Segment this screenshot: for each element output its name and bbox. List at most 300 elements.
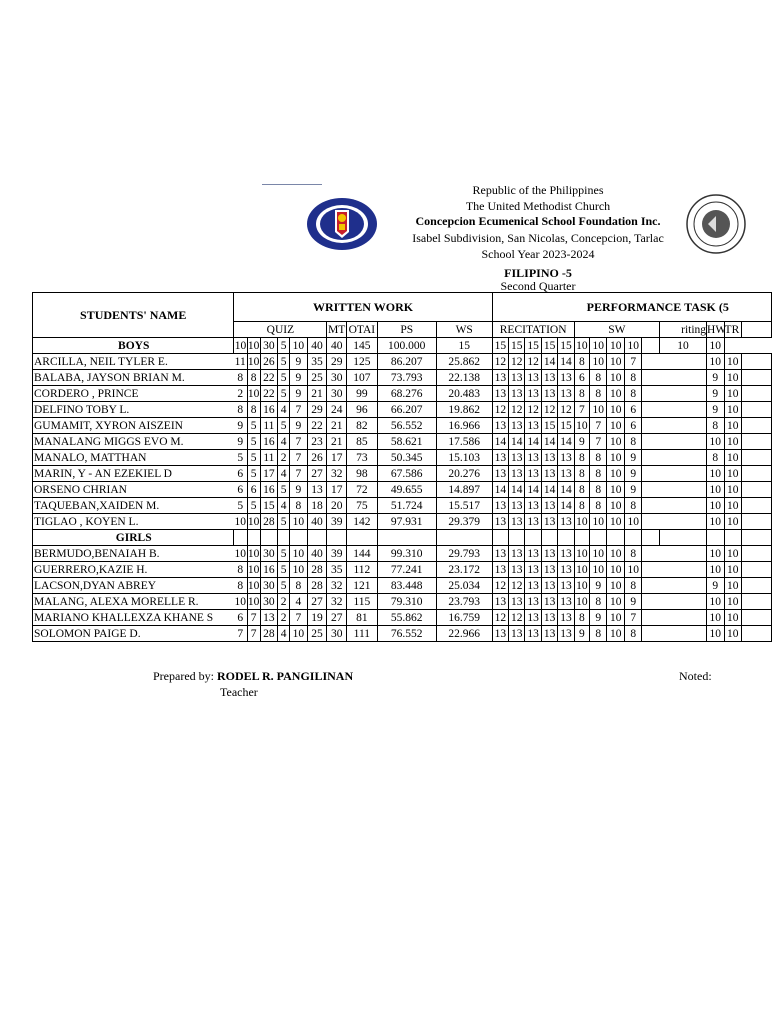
hps-cell: 5 <box>278 338 290 354</box>
score-cell: 142 <box>347 514 378 530</box>
score-cell: 2 <box>234 386 247 402</box>
score-cell: 13 <box>260 610 278 626</box>
score-cell: 13 <box>541 562 557 578</box>
score-cell: 7 <box>290 434 308 450</box>
score-cell: 26 <box>307 450 327 466</box>
hw-header: HW <box>707 323 727 336</box>
table-row <box>33 546 772 562</box>
score-cell: 13 <box>525 370 541 386</box>
score-cell: 13 <box>307 482 327 498</box>
deped-seal-icon <box>305 196 379 252</box>
empty-cell <box>742 418 772 434</box>
score-cell: 10 <box>724 450 742 466</box>
score-cell: 13 <box>558 594 574 610</box>
score-cell: 13 <box>492 466 508 482</box>
hps-cell: 15 <box>525 338 541 354</box>
score-cell: 30 <box>327 386 347 402</box>
score-cell: 7 <box>247 610 260 626</box>
hps-cell: 10 <box>576 339 588 352</box>
score-cell: 10 <box>707 434 725 450</box>
score-cell: 76.552 <box>377 626 436 642</box>
score-cell: 8 <box>589 594 607 610</box>
writing-header: riting <box>659 322 706 338</box>
score-cell: 7 <box>290 466 308 482</box>
ps-header: PS <box>377 322 436 338</box>
empty-cell <box>492 530 508 546</box>
score-cell: 58.621 <box>377 434 436 450</box>
score-cell <box>659 386 706 402</box>
hps-cell: 10 <box>234 339 247 352</box>
score-cell <box>659 610 706 626</box>
score-cell: 12 <box>492 578 508 594</box>
empty-cell <box>377 530 436 546</box>
score-cell: 98 <box>347 466 378 482</box>
score-cell: 23 <box>307 434 327 450</box>
score-cell: 13 <box>509 562 525 578</box>
score-cell: 15.517 <box>436 498 492 514</box>
score-cell: 35 <box>307 354 327 370</box>
score-cell: 10 <box>290 562 308 578</box>
score-cell: 22.138 <box>436 370 492 386</box>
score-cell: 13 <box>541 594 557 610</box>
empty-cell <box>659 530 706 546</box>
score-cell: 8 <box>589 626 607 642</box>
score-cell: 9 <box>234 418 247 434</box>
grades-body <box>33 338 772 642</box>
empty-cell <box>742 594 772 610</box>
score-cell: 10 <box>247 579 260 592</box>
mt-header: MT <box>328 323 346 336</box>
score-cell: 10 <box>624 562 642 578</box>
score-cell: 5 <box>247 466 260 482</box>
score-cell: 10 <box>724 402 742 418</box>
score-cell: 99.310 <box>377 546 436 562</box>
score-cell: 13 <box>525 546 541 562</box>
score-cell: 13 <box>558 370 574 386</box>
score-cell: 8 <box>589 482 607 498</box>
student-name: MALANG, ALEXA MORELLE R. <box>33 594 234 610</box>
score-cell: 8 <box>234 370 247 386</box>
score-cell: 28 <box>260 514 278 530</box>
score-cell: 13 <box>492 514 508 530</box>
score-cell: 9 <box>574 434 589 450</box>
score-cell: 67.586 <box>377 466 436 482</box>
score-cell: 8 <box>624 370 642 386</box>
header-address: Isabel Subdivision, San Nicolas, Concepcion, Tarlac <box>412 231 664 245</box>
hps-cell: 10 <box>247 339 260 352</box>
score-cell: 13 <box>541 386 557 402</box>
score-cell: 9 <box>707 370 725 386</box>
empty-cell <box>436 530 492 546</box>
score-cell: 9 <box>707 578 725 594</box>
score-cell: 8 <box>624 626 642 642</box>
score-cell: 6 <box>234 466 247 482</box>
recitation-header: RECITATION <box>492 322 574 338</box>
score-cell: 10 <box>707 498 725 514</box>
score-cell: 10 <box>290 546 308 562</box>
score-cell: 13 <box>509 546 525 562</box>
score-cell: 10 <box>247 563 260 576</box>
student-name: MARIN, Y - AN EZEKIEL D <box>33 466 234 482</box>
score-cell <box>642 578 660 594</box>
score-cell: 10 <box>707 546 725 562</box>
score-cell: 8 <box>574 610 589 626</box>
subject-title: FILIPINO -5 <box>504 266 572 280</box>
score-cell: 73.793 <box>377 370 436 386</box>
score-cell: 11 <box>234 355 246 368</box>
score-cell: 19.862 <box>436 402 492 418</box>
score-cell: 10 <box>607 514 625 530</box>
score-cell <box>659 450 706 466</box>
score-cell: 8 <box>574 354 589 370</box>
score-cell: 13 <box>492 546 508 562</box>
score-cell: 13 <box>492 562 508 578</box>
teacher-name: RODEL R. PANGILINAN <box>217 669 354 683</box>
score-cell <box>659 354 706 370</box>
table-row <box>33 482 772 498</box>
score-cell: 11 <box>260 418 278 434</box>
score-cell: 12 <box>509 578 525 594</box>
score-cell: 5 <box>247 498 260 514</box>
score-cell: 10 <box>724 578 742 594</box>
score-cell: 7 <box>234 626 247 642</box>
score-cell: 14 <box>558 434 574 450</box>
score-cell: 29 <box>327 354 347 370</box>
score-cell: 40 <box>307 514 327 530</box>
score-cell: 8 <box>247 370 260 386</box>
score-cell: 12 <box>525 402 541 418</box>
table-row <box>33 450 772 466</box>
blank-header <box>742 322 772 338</box>
hps-cell: 40 <box>327 338 347 354</box>
grade-sheet <box>32 292 768 652</box>
empty-cell <box>742 530 772 546</box>
score-cell: 13 <box>525 418 541 434</box>
score-cell: 25.862 <box>436 354 492 370</box>
table-row <box>33 434 772 450</box>
score-cell: 17 <box>260 466 278 482</box>
header-school-year: School Year 2023-2024 <box>481 247 595 261</box>
score-cell: 19 <box>307 610 327 626</box>
score-cell: 13 <box>541 610 557 626</box>
girls-label: GIRLS <box>33 530 234 546</box>
student-name: LACSON,DYAN ABREY <box>33 578 234 594</box>
student-name: SOLOMON PAIGE D. <box>33 626 234 642</box>
score-cell <box>659 434 706 450</box>
table-row <box>33 578 772 594</box>
score-cell: 15.103 <box>436 450 492 466</box>
score-cell: 30 <box>260 546 278 562</box>
empty-cell <box>742 578 772 594</box>
score-cell: 13 <box>509 514 525 530</box>
score-cell: 14 <box>492 434 508 450</box>
hps-cell: 10 <box>589 338 607 354</box>
score-cell: 9 <box>589 578 607 594</box>
score-cell: 12 <box>558 402 574 418</box>
score-cell: 10 <box>607 594 625 610</box>
noted-label: Noted: <box>679 669 712 683</box>
score-cell <box>659 546 706 562</box>
score-cell: 13 <box>541 450 557 466</box>
score-cell: 13 <box>558 562 574 578</box>
score-cell: 10 <box>589 562 607 578</box>
score-cell: 4 <box>278 626 290 642</box>
score-cell: 12 <box>492 354 508 370</box>
score-cell: 10 <box>707 610 725 626</box>
score-cell: 13 <box>509 498 525 514</box>
score-cell: 4 <box>278 402 290 418</box>
empty-cell <box>347 530 378 546</box>
score-cell: 10 <box>607 578 625 594</box>
score-cell: 20 <box>327 498 347 514</box>
score-cell: 10 <box>290 626 308 642</box>
score-cell: 25.034 <box>436 578 492 594</box>
score-cell <box>642 482 660 498</box>
student-name: TAQUEBAN,XAIDEN M. <box>33 498 234 514</box>
score-cell: 13 <box>558 546 574 562</box>
hps-cell: 10 <box>290 338 308 354</box>
score-cell: 13 <box>525 594 541 610</box>
table-row <box>33 562 772 578</box>
score-cell: 5 <box>278 482 290 498</box>
score-cell: 14 <box>558 354 574 370</box>
teacher-role: Teacher <box>220 685 258 699</box>
score-cell: 10 <box>707 482 725 498</box>
score-cell: 10 <box>724 498 742 514</box>
score-cell: 14 <box>541 434 557 450</box>
score-cell: 12 <box>492 402 508 418</box>
score-cell: 10 <box>247 387 260 400</box>
score-cell: 13 <box>541 626 557 642</box>
score-cell: 13 <box>509 450 525 466</box>
table-row <box>33 626 772 642</box>
score-cell: 10 <box>607 354 625 370</box>
score-cell: 12 <box>509 610 525 626</box>
score-cell: 7 <box>589 418 607 434</box>
score-cell: 10 <box>247 595 260 608</box>
score-cell <box>642 546 660 562</box>
empty-cell <box>742 370 772 386</box>
score-cell <box>642 466 660 482</box>
sw-header: SW <box>574 322 659 338</box>
score-cell <box>642 594 660 610</box>
score-cell: 83.448 <box>377 578 436 594</box>
score-cell: 10 <box>290 514 308 530</box>
student-name: MARIANO KHALLEXZA KHANE S <box>33 610 234 626</box>
score-cell: 13 <box>492 418 508 434</box>
score-cell: 10 <box>576 563 588 576</box>
score-cell <box>659 578 706 594</box>
score-cell: 13 <box>492 498 508 514</box>
empty-cell <box>327 530 347 546</box>
total-header: OTAI <box>347 322 378 338</box>
student-name: TIGLAO , KOYEN L. <box>33 514 234 530</box>
score-cell: 9 <box>290 418 308 434</box>
score-cell: 16 <box>260 402 278 418</box>
score-cell: 24 <box>327 402 347 418</box>
empty-cell <box>742 386 772 402</box>
empty-cell <box>541 530 557 546</box>
score-cell: 81 <box>347 610 378 626</box>
score-cell: 22 <box>307 418 327 434</box>
hps-cell <box>642 338 660 354</box>
score-cell: 115 <box>347 594 378 610</box>
score-cell: 27 <box>307 466 327 482</box>
score-cell: 13 <box>509 386 525 402</box>
student-name: DELFINO TOBY L. <box>33 402 234 418</box>
score-cell: 10 <box>589 514 607 530</box>
score-cell: 125 <box>347 354 378 370</box>
girls-row <box>33 530 772 546</box>
score-cell: 35 <box>327 562 347 578</box>
score-cell: 10 <box>234 547 246 560</box>
score-cell: 12 <box>509 354 525 370</box>
empty-cell <box>742 610 772 626</box>
score-cell: 68.276 <box>377 386 436 402</box>
score-cell: 4 <box>278 498 290 514</box>
score-cell: 2 <box>278 610 290 626</box>
empty-cell <box>742 466 772 482</box>
empty-cell <box>742 450 772 466</box>
score-cell: 10 <box>707 594 725 610</box>
student-name: BALABA, JAYSON BRIAN M. <box>33 370 234 386</box>
score-cell: 8 <box>589 466 607 482</box>
score-cell: 10 <box>576 579 588 592</box>
score-cell: 50.345 <box>377 450 436 466</box>
score-cell: 51.724 <box>377 498 436 514</box>
score-cell: 21 <box>327 418 347 434</box>
grades-table <box>32 292 772 642</box>
score-cell: 107 <box>347 370 378 386</box>
score-cell: 2 <box>278 450 290 466</box>
score-cell: 10 <box>724 354 742 370</box>
score-cell: 5 <box>234 450 247 466</box>
score-cell: 13 <box>558 578 574 594</box>
score-cell: 10 <box>576 515 588 528</box>
score-cell: 10 <box>247 515 260 528</box>
score-cell: 14.897 <box>436 482 492 498</box>
score-cell: 82 <box>347 418 378 434</box>
score-cell: 10 <box>707 466 725 482</box>
quarter-label: Second Quarter <box>500 279 576 293</box>
empty-cell <box>642 530 660 546</box>
score-cell: 9 <box>574 626 589 642</box>
score-cell: 99 <box>347 386 378 402</box>
score-cell: 8 <box>589 450 607 466</box>
empty-cell <box>742 562 772 578</box>
score-cell: 8 <box>234 562 247 578</box>
score-cell: 10 <box>724 626 742 642</box>
table-row <box>33 594 772 610</box>
score-cell: 10 <box>607 370 625 386</box>
score-cell: 21 <box>327 434 347 450</box>
score-cell: 14 <box>509 482 525 498</box>
score-cell: 16 <box>260 482 278 498</box>
empty-cell <box>290 530 308 546</box>
score-cell: 8 <box>624 546 642 562</box>
score-cell: 28 <box>307 562 327 578</box>
score-cell: 5 <box>278 546 290 562</box>
score-cell: 10 <box>724 594 742 610</box>
score-cell: 32 <box>327 578 347 594</box>
score-cell: 14 <box>525 482 541 498</box>
score-cell: 10 <box>607 562 625 578</box>
score-cell: 13 <box>541 514 557 530</box>
score-cell <box>642 402 660 418</box>
score-cell: 8 <box>247 402 260 418</box>
score-cell: 28 <box>260 626 278 642</box>
score-cell: 7 <box>290 610 308 626</box>
score-cell: 55.862 <box>377 610 436 626</box>
score-cell: 9 <box>624 594 642 610</box>
score-cell: 11 <box>260 450 278 466</box>
hps-cell: 30 <box>260 338 278 354</box>
score-cell: 5 <box>247 418 260 434</box>
boys-label: BOYS <box>33 338 234 354</box>
score-cell: 40 <box>307 546 327 562</box>
score-cell: 13 <box>492 594 508 610</box>
score-cell: 10 <box>576 419 588 432</box>
score-cell: 10 <box>724 610 742 626</box>
score-cell: 7 <box>624 610 642 626</box>
hps-cell: 10 <box>659 338 706 354</box>
score-cell: 13 <box>558 466 574 482</box>
score-cell: 5 <box>278 386 290 402</box>
empty-cell <box>742 434 772 450</box>
score-cell: 8 <box>707 418 725 434</box>
score-cell: 97.931 <box>377 514 436 530</box>
score-cell: 10 <box>589 402 607 418</box>
score-cell: 10 <box>607 610 625 626</box>
score-cell: 4 <box>290 594 308 610</box>
hps-cell: 15 <box>541 338 557 354</box>
students-name-header: STUDENTS' NAME <box>33 293 234 338</box>
prepared-by-label: Prepared by: <box>153 669 214 683</box>
score-cell: 13 <box>509 418 525 434</box>
empty-cell <box>742 402 772 418</box>
score-cell: 10 <box>724 482 742 498</box>
score-cell: 5 <box>278 562 290 578</box>
empty-cell <box>742 354 772 370</box>
score-cell: 13 <box>525 466 541 482</box>
score-cell: 9 <box>290 370 308 386</box>
score-cell: 72 <box>347 482 378 498</box>
score-cell: 13 <box>492 450 508 466</box>
score-cell: 10 <box>607 450 625 466</box>
score-cell: 13 <box>525 386 541 402</box>
score-cell: 9 <box>589 610 607 626</box>
table-row <box>33 402 772 418</box>
score-cell: 16 <box>260 434 278 450</box>
score-cell: 86.207 <box>377 354 436 370</box>
empty-cell <box>574 530 589 546</box>
score-cell: 10 <box>724 546 742 562</box>
score-cell: 75 <box>347 498 378 514</box>
score-cell: 15 <box>558 418 574 434</box>
score-cell: 13 <box>509 594 525 610</box>
score-cell: 15 <box>541 418 557 434</box>
tr-header: TR <box>724 322 742 338</box>
score-cell: 39 <box>327 514 347 530</box>
score-cell <box>659 482 706 498</box>
empty-cell <box>724 530 742 546</box>
score-cell: 9 <box>290 386 308 402</box>
score-cell: 144 <box>347 546 378 562</box>
score-cell: 13 <box>525 578 541 594</box>
score-cell: 112 <box>347 562 378 578</box>
score-cell: 8 <box>234 578 247 594</box>
score-cell: 13 <box>492 370 508 386</box>
